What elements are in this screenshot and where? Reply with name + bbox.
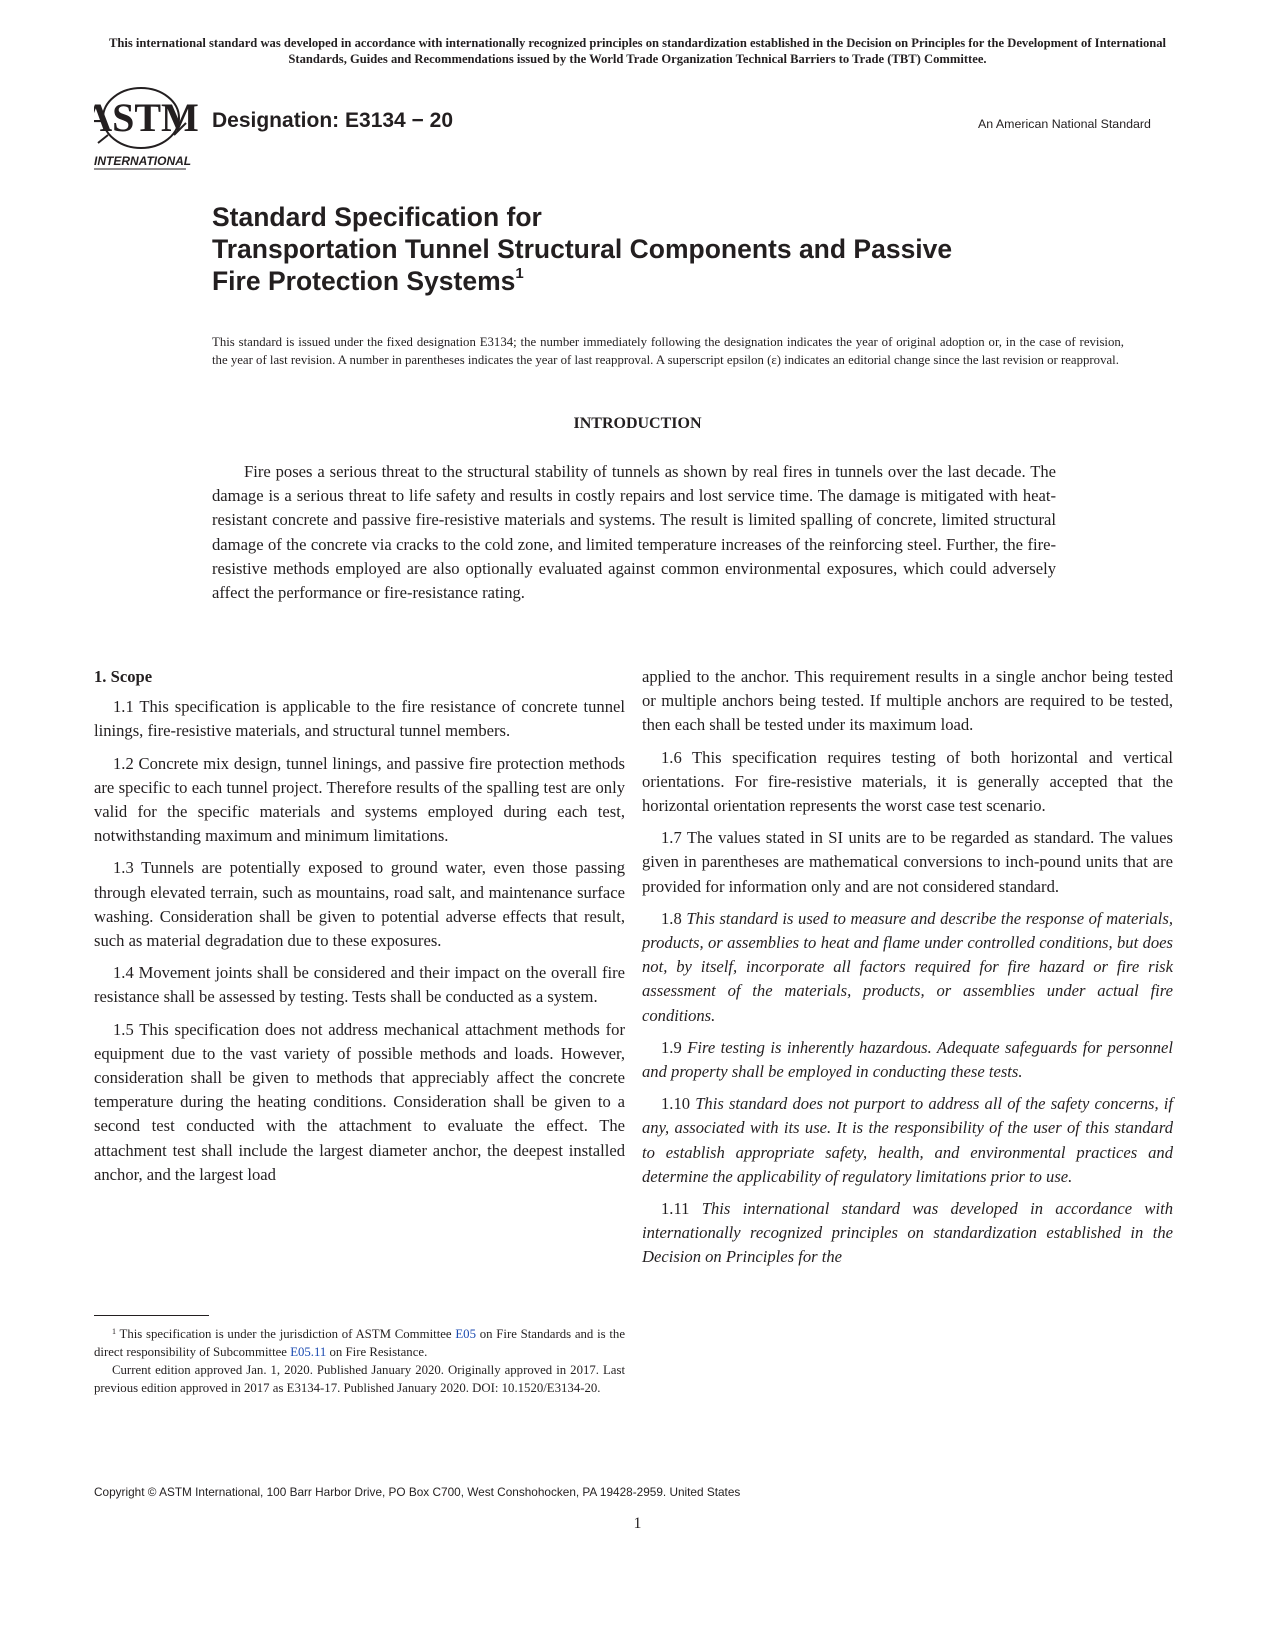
issued-note: This standard is issued under the fixed designation E3134; the number immediately following the designation indicates the year of original adoption or, in the case of revision, the year of last revision. A number in parentheses indicates the year of last reapproval. A superscript epsilon (ε) indicates an editorial change since the last revision or reapproval. xyxy=(212,335,1124,367)
section-1-11-text: This international standard was developed in accordance with internationally recognized principles on standardization established in the Decision on Principles for the xyxy=(642,1199,1173,1267)
section-1-4: 1.4 Movement joints shall be considered and their impact on the overall fire resistance shall be assessed by testing. Tests shall be conducted as a system. xyxy=(94,963,625,1007)
section-1-5-continued: applied to the anchor. This requirement results in a single anchor being tested or multiple anchors being tested. If multiple anchors are required to be tested, then each shall be tested under its maximum load. xyxy=(642,667,1173,735)
title-footnote-marker: 1 xyxy=(515,265,524,282)
footnote-1-text-c: on Fire Resistance. xyxy=(329,1345,428,1359)
astm-logo-graphic xyxy=(94,83,199,183)
footnote-1-text-b: on Fire Standards and is the direct responsibility of Subcommittee xyxy=(94,1327,625,1359)
section-1-8-number: 1.8 xyxy=(661,908,682,928)
designation: Designation: E3134 − 20 xyxy=(212,109,454,132)
footnote-edition: Current edition approved Jan. 1, 2020. Published January 2020. Originally approved in 2017. Last previous edition approved in 2017 as E3134-17. Published January 2020. DOI: 10.1520/E3134-20. xyxy=(94,1363,625,1395)
subcommittee-e05-11-link[interactable]: E05.11 xyxy=(290,1345,327,1359)
left-column xyxy=(94,665,625,1187)
section-1-9 xyxy=(642,1036,1173,1084)
logo-text: INTERNATIONAL xyxy=(94,154,192,168)
copyright-notice: Copyright © ASTM International, 100 Barr Harbor Drive, PO Box C700, West Conshohocken, PA 19428-2959. United States xyxy=(94,1485,741,1499)
section-1-10 xyxy=(642,1092,1173,1189)
right-column xyxy=(642,665,1173,1270)
title-line-2: Transportation Tunnel Structural Components and Passive xyxy=(212,234,953,264)
section-1-6: 1.6 This specification requires testing of both horizontal and vertical orientations. For fire-resistive materials, it is generally accepted that the horizontal orientation represents the worst case test scenario. xyxy=(642,747,1173,816)
footnotes xyxy=(94,1325,625,1397)
svg-text:ASTM: ASTM xyxy=(94,95,199,140)
footnote-divider xyxy=(94,1315,209,1316)
footnote-1-text-a: This specification is under the jurisdiction of ASTM Committee xyxy=(119,1327,452,1341)
section-1-9-text: Fire testing is inherently hazardous. Adequate safeguards for personnel and property shall be employed in conducting these tests. xyxy=(642,1037,1173,1082)
introduction-body xyxy=(212,460,1056,605)
section-1-3: 1.3 Tunnels are potentially exposed to ground water, even those passing through elevated terrain, such as mountains, road salt, and maintenance surface washing. Consideration shall be given to potential adverse effects that result, such as material degradation due to these exposures. xyxy=(94,858,625,951)
introduction-text: Fire poses a serious threat to the structural stability of tunnels as shown by real fires in tunnels over the last decade. The damage is a serious threat to life safety and results in costly repairs and lost service time. The damage is mitigated with heat-resistant concrete and passive fire-resistive materials and systems. The result is limited spalling of concrete, limited structural damage of the concrete via cracks to the cold zone, and limited temperature increases of the reinforcing steel. Further, the fire-resistive methods employed are also optionally evaluated against common environmental exposures, which could adversely affect the performance or fire-resistance rating. xyxy=(212,462,1056,603)
introduction-heading: INTRODUCTION xyxy=(573,415,702,432)
section-1-9-number: 1.9 xyxy=(661,1037,682,1057)
title-line-3-text: Fire Protection Systems xyxy=(212,266,516,296)
section-1-8-text: This standard is used to measure and describe the response of materials, products, or assemblies to heat and flame under controlled conditions, but does not, by itself, incorporate all factors required for fire hazard or fire risk assessment of the materials, products, or assemblies under actual fire conditions. xyxy=(642,908,1173,1025)
top-notice: This international standard was developed in accordance with internationally recognized principles on standardization established in the Decision on Principles for the Development of International Standards, Guides and Recommendations issued by the World Trade Organization Technical Barriers to Trade (TBT) Committee. xyxy=(108,36,1167,66)
section-1-10-text: This standard does not purport to address all of the safety concerns, if any, associated with its use. It is the responsibility of the user of this standard to establish appropriate safety, health, and environmental practices and determine the applicability of regulatory limitations prior to use. xyxy=(642,1094,1173,1186)
document-title xyxy=(212,201,1112,297)
section-1-10-number: 1.10 xyxy=(661,1094,691,1114)
committee-e05-link[interactable]: E05 xyxy=(455,1327,476,1341)
title-line-1: Standard Specification for xyxy=(212,202,542,232)
section-1-11-number: 1.11 xyxy=(661,1199,690,1219)
section-1-1: 1.1 This specification is applicable to the fire resistance of concrete tunnel linings, fire-resistive materials, and structural tunnel members. xyxy=(94,697,625,741)
section-1-7: 1.7 The values stated in SI units are to be regarded as standard. The values given in parentheses are mathematical conversions to inch-pound units that are provided for information only and are not considered standard. xyxy=(642,828,1173,896)
footnote-1-marker: 1 xyxy=(112,1327,116,1336)
scope-heading: 1. Scope xyxy=(94,667,153,686)
page-number: 1 xyxy=(633,1515,642,1532)
section-1-8 xyxy=(642,907,1173,1028)
astm-logo xyxy=(94,83,199,183)
section-1-2: 1.2 Concrete mix design, tunnel linings, and passive fire protection methods are specific to each tunnel project. Therefore results of the spalling test are only valid for the specific materials and systems employed during each test, notwithstanding maximum and minimum limitations. xyxy=(94,753,625,846)
national-standard-label: An American National Standard xyxy=(978,117,1151,131)
footnote-1 xyxy=(94,1325,625,1361)
section-1-11 xyxy=(642,1197,1173,1270)
section-1-5: 1.5 This specification does not address mechanical attachment methods for equipment due to the vast variety of possible methods and loads. However, consideration shall be given to methods that appreciably affect the concrete temperature during the heating conditions. Consideration shall be given to a second test conducted with the attachment to evaluate the effect. The attachment test shall include the largest diameter anchor, the deepest installed anchor, and the largest load xyxy=(94,1019,625,1184)
title-line-3 xyxy=(212,265,1112,297)
